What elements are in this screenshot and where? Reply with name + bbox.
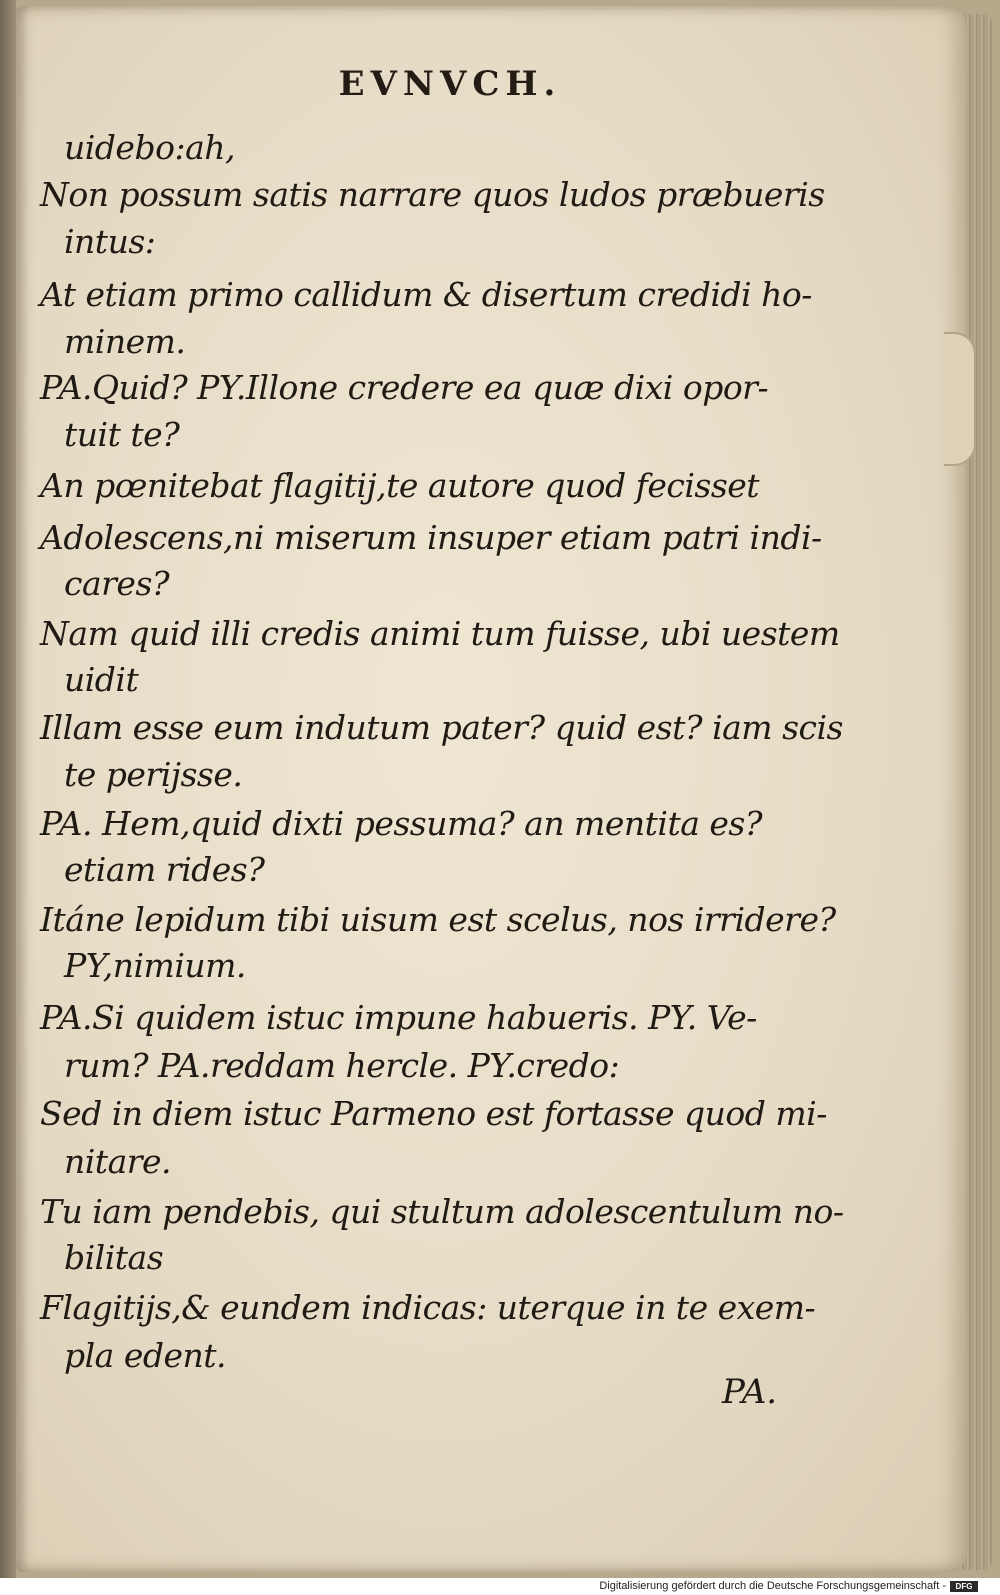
text-line: uidit — [64, 660, 139, 699]
footer-credit: Digitalisierung gefördert durch die Deutsche Forschungsgemeinschaft - — [599, 1580, 946, 1592]
digitization-footer — [0, 1578, 1000, 1595]
catchword: PA. — [722, 1372, 778, 1412]
text-line: Non possum satis narrare quos ludos præbueris — [40, 175, 825, 214]
text-line: pla edent. — [64, 1336, 227, 1375]
text-line: rum? PA.reddam hercle. PY.credo: — [64, 1046, 620, 1085]
text-line: Itáne lepidum tibi uisum est scelus, nos irridere? — [40, 900, 836, 939]
dfg-logo: DFG — [950, 1581, 978, 1592]
text-line: PA.Quid? PY.Illone credere ea quæ dixi opor- — [40, 368, 769, 407]
text-line: te perijsse. — [64, 755, 243, 794]
text-line: nitare. — [64, 1142, 172, 1181]
text-line: PA. Hem,quid dixti pessuma? an mentita es? — [40, 804, 763, 843]
text-line: An pœnitebat flagitij,te autore quod fecisset — [40, 466, 760, 505]
text-line: tuit te? — [64, 415, 180, 454]
text-line: At etiam primo callidum & disertum credidi ho- — [40, 275, 812, 314]
text-line: Flagitijs,& eundem indicas: uterque in te exem- — [40, 1288, 816, 1327]
text-line: Tu iam pendebis, qui stultum adolescentulum no- — [40, 1192, 844, 1231]
text-line: Adolescens,ni miserum insuper etiam patri indi- — [40, 518, 822, 557]
text-line: Illam esse eum indutum pater? quid est? iam scis — [40, 708, 843, 747]
text-line: minem. — [64, 322, 186, 361]
text-line: etiam rides? — [64, 850, 265, 889]
text-line: cares? — [64, 564, 170, 603]
text-line: Sed in diem istuc Parmeno est fortasse quod mi- — [40, 1094, 827, 1133]
page-tab — [944, 332, 976, 466]
text-line: PY,nimium. — [64, 946, 246, 985]
text-line: PA.Si quidem istuc impune habueris. PY. Ve- — [40, 998, 757, 1037]
text-line: intus: — [64, 222, 156, 261]
text-line: uidebo:ah, — [64, 128, 235, 167]
text-line: bilitas — [64, 1238, 164, 1277]
running-head: EVNVCH. — [338, 64, 562, 104]
text-line: Nam quid illi credis animi tum fuisse, ubi uestem — [40, 614, 840, 653]
book-spine — [0, 0, 16, 1578]
